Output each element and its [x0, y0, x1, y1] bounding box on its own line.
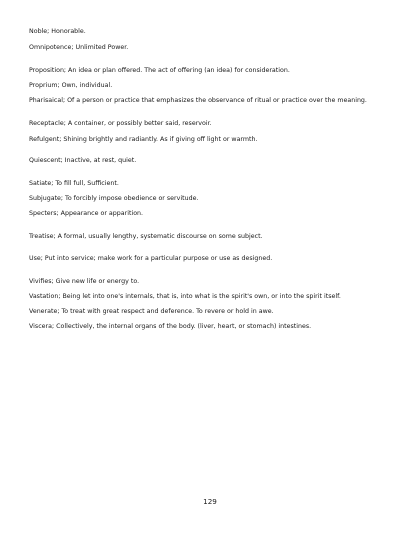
entry-venerate: Venerate; To treat with great respect and deference. To revere or hold in awe.: [29, 308, 274, 315]
entry-vastation: Vastation; Being let into one's internals, that is, into what is the spirit's own, or into the spirit itself.: [29, 293, 341, 300]
entry-treatise: Treatise; A formal, usually lengthy, systematic discourse on some subject.: [29, 233, 263, 240]
entry-refulgent: Refulgent; Shining brightly and radiantly. As if giving off light or warmth.: [29, 136, 258, 143]
entry-vivifies: Vivifies; Give new life or energy to.: [29, 278, 140, 285]
entry-subjugate: Subjugate; To forcibly impose obedience or servitude.: [29, 195, 199, 202]
entry-pharisaical: Pharisaical; Of a person or practice that emphasizes the observance of ritual or practice over the meaning.: [29, 97, 367, 104]
entry-receptacle: Receptacle; A container, or possibly better said, reservoir.: [29, 120, 212, 127]
entry-proposition: Proposition; An idea or plan offered. The act of offering (an idea) for consideration.: [29, 67, 290, 74]
entry-quiescent: Quiescent; Inactive, at rest, quiet.: [29, 157, 137, 164]
entry-proprium: Proprium; Own, individual.: [29, 82, 113, 89]
entry-use: Use; Put into service; make work for a particular purpose or use as designed.: [29, 255, 273, 262]
entry-noble: Noble; Honorable.: [29, 28, 86, 35]
entry-viscera: Viscera; Collectively, the internal organs of the body. (liver, heart, or stomach) intestines.: [29, 323, 312, 330]
page-number: 129: [203, 497, 217, 506]
entry-satiate: Satiate; To fill full, Sufficient.: [29, 180, 119, 187]
entry-omnipotence: Omnipotence; Unlimited Power.: [29, 44, 129, 51]
entry-specters: Specters; Appearance or apparition.: [29, 210, 144, 217]
